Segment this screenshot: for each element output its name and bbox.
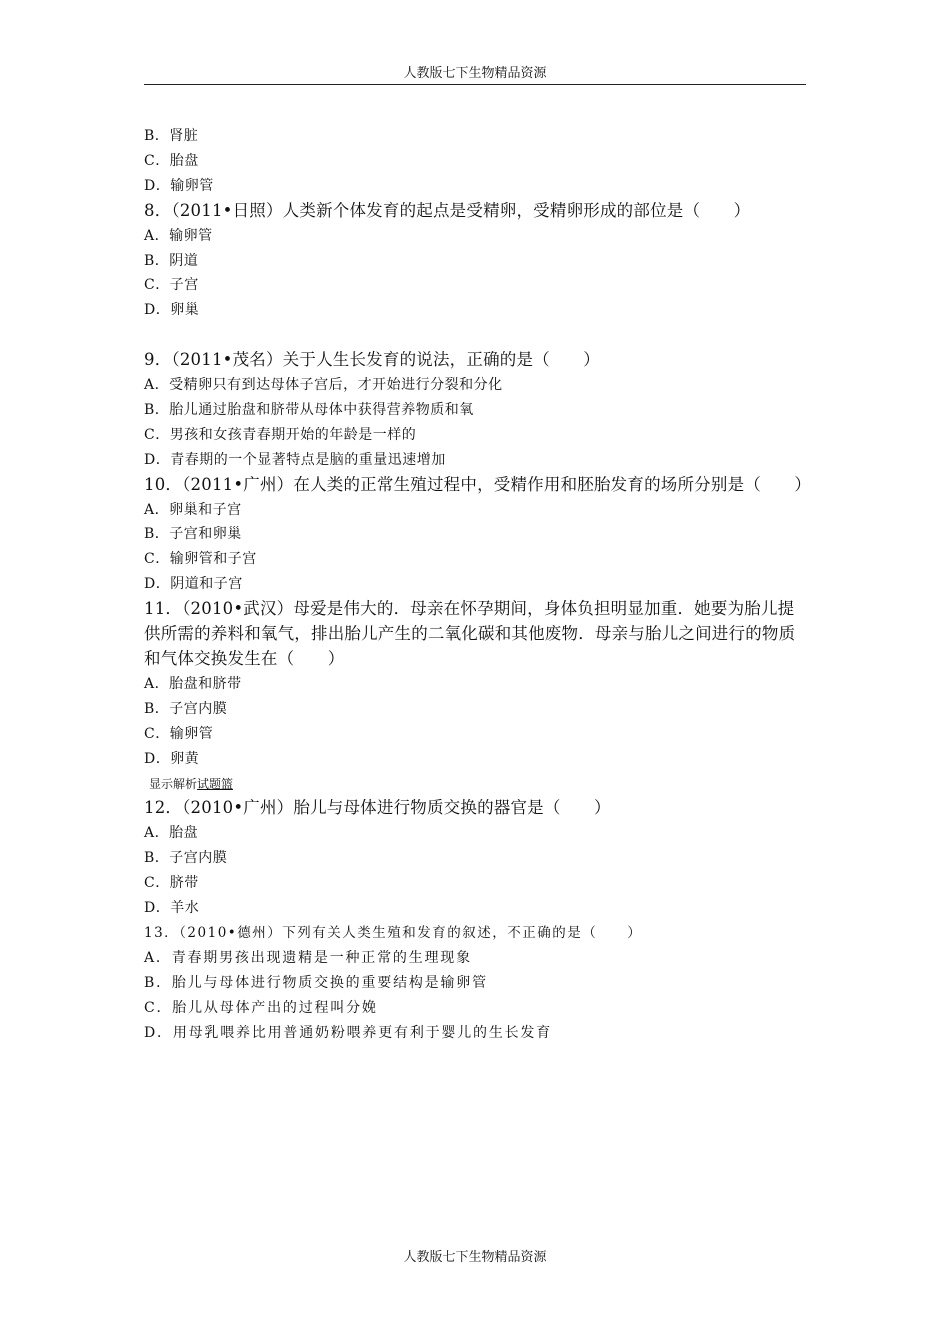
question-10 bbox=[144, 473, 812, 598]
option: B．子宫内膜 bbox=[144, 850, 228, 867]
option: C．脐带 bbox=[144, 875, 199, 892]
option: A．卵巢和子宫 bbox=[144, 501, 242, 518]
option: C．男孩和女孩青春期开始的年龄是一样的 bbox=[144, 426, 417, 443]
question-12 bbox=[144, 796, 808, 921]
option: B．子宫内膜 bbox=[144, 700, 228, 717]
question-13 bbox=[144, 921, 808, 1046]
option: B．子宫和卵巢 bbox=[144, 526, 242, 543]
option: A．胎盘和脐带 bbox=[144, 675, 242, 692]
page-footer: 人教版七下生物精品资源 bbox=[403, 1250, 547, 1265]
question-text: 13．（2010•德州）下列有关人类生殖和发育的叙述，不正确的是（ ） bbox=[144, 924, 643, 941]
option: A．胎盘 bbox=[144, 825, 199, 842]
option: C．输卵管 bbox=[144, 725, 214, 742]
option: B．胎儿通过胎盘和脐带从母体中获得营养物质和氧 bbox=[144, 401, 474, 418]
question-text: 9．（2011•茂名）关于人生长发育的说法，正确的是（ ） bbox=[144, 350, 600, 370]
option: D．用母乳喂养比用普通奶粉喂养更有利于婴儿的生长发育 bbox=[144, 1024, 553, 1041]
question-11 bbox=[144, 597, 808, 796]
option: A．受精卵只有到达母体子宫后，才开始进行分裂和分化 bbox=[144, 377, 503, 394]
option: B．胎儿与母体进行物质交换的重要结构是输卵管 bbox=[144, 974, 488, 991]
option: C．胎儿从母体产出的过程叫分娩 bbox=[144, 999, 378, 1016]
option: D．羊水 bbox=[144, 900, 200, 917]
question-text: 8．（2011•日照）人类新个体发育的起点是受精卵，受精卵形成的部位是（ ） bbox=[144, 200, 751, 220]
option: C．输卵管和子宫 bbox=[144, 551, 257, 568]
option: A．青春期男孩出现遗精是一种正常的生理现象 bbox=[144, 949, 472, 966]
option: D．卵黄 bbox=[144, 750, 200, 767]
option: C．子宫 bbox=[144, 277, 199, 294]
question-text: 10．（2011•广州）在人类的正常生殖过程中，受精作用和胚胎发育的场所分别是（ ） bbox=[144, 474, 812, 494]
question-8 bbox=[144, 199, 808, 324]
option: C．胎盘 bbox=[144, 152, 199, 169]
option: D．阴道和子宫 bbox=[144, 576, 243, 593]
option: D．输卵管 bbox=[144, 177, 214, 194]
option: D．青春期的一个显著特点是脑的重量迅速增加 bbox=[144, 451, 446, 468]
question-basket-link[interactable]: 试题篮 bbox=[197, 776, 234, 791]
question-7-options-tail bbox=[144, 124, 808, 199]
question-text: 11．（2010•武汉）母爱是伟大的．母亲在怀孕期间，身体负担明显加重．她要为胎儿提供所需的养料和氧气，排出胎儿产生的二氧化碳和其他废物．母亲与胎儿之间进行的物质和气体交换发生在（ ） bbox=[144, 599, 796, 669]
question-list bbox=[144, 124, 812, 1046]
header-divider bbox=[144, 84, 806, 85]
option: B．阴道 bbox=[144, 252, 199, 269]
show-analysis-row bbox=[144, 772, 808, 797]
show-analysis-link[interactable]: 显示解析 bbox=[149, 776, 198, 791]
option: B．肾脏 bbox=[144, 128, 199, 144]
option: D．卵巢 bbox=[144, 302, 200, 319]
question-text: 12．（2010•广州）胎儿与母体进行物质交换的器官是（ ） bbox=[144, 798, 611, 818]
page-header: 人教版七下生物精品资源 bbox=[403, 66, 547, 81]
option: A．输卵管 bbox=[144, 227, 213, 244]
question-9 bbox=[144, 348, 808, 473]
